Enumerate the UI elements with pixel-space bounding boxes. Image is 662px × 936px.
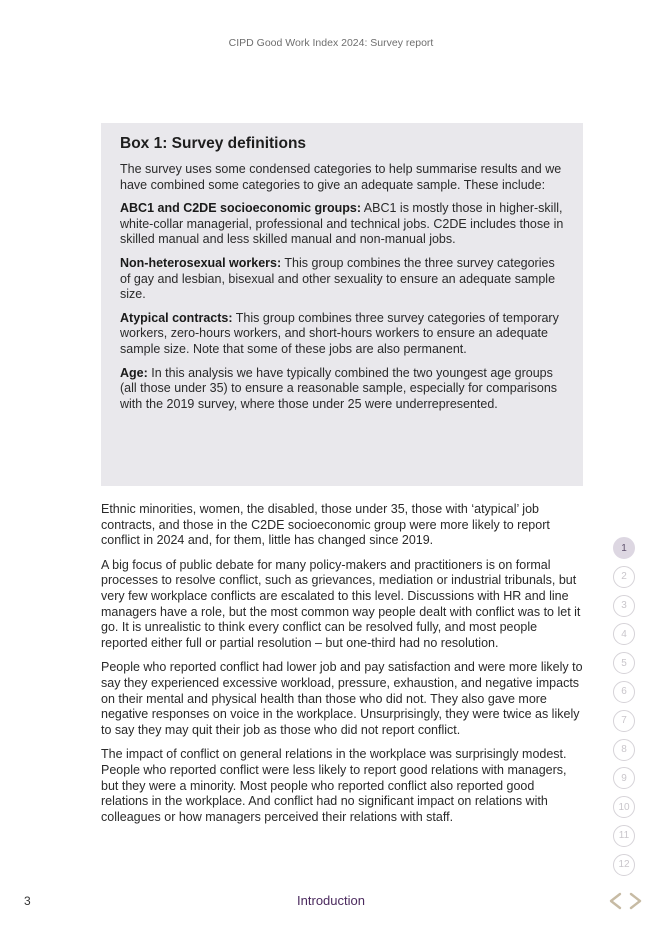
page-link-4[interactable]: 4 bbox=[613, 623, 635, 645]
survey-definitions-box bbox=[101, 123, 583, 486]
definition-non-heterosexual bbox=[120, 256, 564, 303]
definition-age bbox=[120, 366, 564, 413]
definition-term: Non-heterosexual workers: bbox=[120, 255, 282, 270]
page-link-7[interactable]: 7 bbox=[613, 710, 635, 732]
definition-term: Atypical contracts: bbox=[120, 310, 233, 325]
page-arrows bbox=[606, 890, 646, 912]
page-link-11[interactable]: 11 bbox=[613, 825, 635, 847]
definition-text: This group combines the three survey categories of gay and lesbian, bisexual and other sexuality to ensure an adequate sample size. bbox=[120, 255, 556, 302]
page-link-1[interactable]: 1 bbox=[613, 537, 635, 559]
body-paragraph: A big focus of public debate for many policy-makers and practitioners is on formal processes to resolve conflict, such as grievances, mediation or industrial tribunals, but very few workplace conflicts are escalated to this level. Discussions with HR and line managers have a role, but the most common way people dealt with conflict was to let it go. It is unrealistic to think every conflict can be resolved fully, and most people reported either full or partial resolution – but one-third had no resolution. bbox=[101, 557, 581, 650]
page-number: 3 bbox=[24, 894, 31, 908]
definition-atypical-contracts bbox=[120, 311, 564, 358]
body-paragraph: People who reported conflict had lower job and pay satisfaction and were more likely to say they experienced excessive workload, pressure, exhaustion, and negative impacts on their mental and physical health than those who did not. They also gave more negative responses on voice in the workplace. Unsurprisingly, they were twice as likely to say they may quit their job as those who did not report conflict. bbox=[101, 660, 583, 737]
page-navigator bbox=[613, 537, 637, 883]
section-link[interactable]: Introduction bbox=[297, 893, 365, 908]
body-text bbox=[101, 502, 585, 834]
page-link-9[interactable]: 9 bbox=[613, 767, 635, 789]
page-link-10[interactable]: 10 bbox=[613, 796, 635, 818]
page-link-3[interactable]: 3 bbox=[613, 595, 635, 617]
definition-socioeconomic bbox=[120, 201, 564, 248]
page-link-5[interactable]: 5 bbox=[613, 652, 635, 674]
definition-text: In this analysis we have typically combined the two youngest age groups (all those under 35) to ensure a reasonable sample, especially for comparisons with the 2019 survey, where those under 25 were underrepresented. bbox=[120, 365, 558, 411]
box-title: Box 1: Survey definitions bbox=[120, 135, 307, 152]
box-intro: The survey uses some condensed categories to help summarise results and we have combined some categories to give an adequate sample. These include: bbox=[120, 162, 562, 192]
definition-term: Age: bbox=[120, 365, 148, 380]
body-paragraph: The impact of conflict on general relations in the workplace was surprisingly modest. People who reported conflict were less likely to report good relations with managers, but they were a minority. Most people who reported conflict also reported good relations in the workplace. And conflict had no significant impact on relations with colleagues or how managers perceived their relations with staff. bbox=[101, 747, 567, 824]
chevron-left-icon[interactable] bbox=[606, 890, 624, 912]
chevron-right-icon[interactable] bbox=[627, 890, 645, 912]
definition-term: ABC1 and C2DE socioeconomic groups: bbox=[120, 201, 362, 216]
page-link-6[interactable]: 6 bbox=[613, 681, 635, 703]
running-header: CIPD Good Work Index 2024: Survey report bbox=[228, 37, 434, 49]
page-link-2[interactable]: 2 bbox=[613, 566, 635, 588]
definition-text: ABC1 is mostly those in higher-skill, white-collar managerial, professional and technical jobs. C2DE includes those in skilled manual and less skilled manual and non-manual jobs. bbox=[120, 201, 564, 247]
page-link-8[interactable]: 8 bbox=[613, 739, 635, 761]
definition-text: This group combines three survey categories of temporary workers, zero-hours workers, and short-hours workers to ensure an adequate sample size. Note that some of these jobs are also permanent. bbox=[120, 310, 559, 356]
page-link-12[interactable]: 12 bbox=[613, 854, 635, 876]
body-paragraph: Ethnic minorities, women, the disabled, those under 35, those with ‘atypical’ job contracts, and those in the C2DE socioeconomic group were more likely to report conflict in 2024 and, for them, little has changed since 2019. bbox=[101, 502, 550, 548]
